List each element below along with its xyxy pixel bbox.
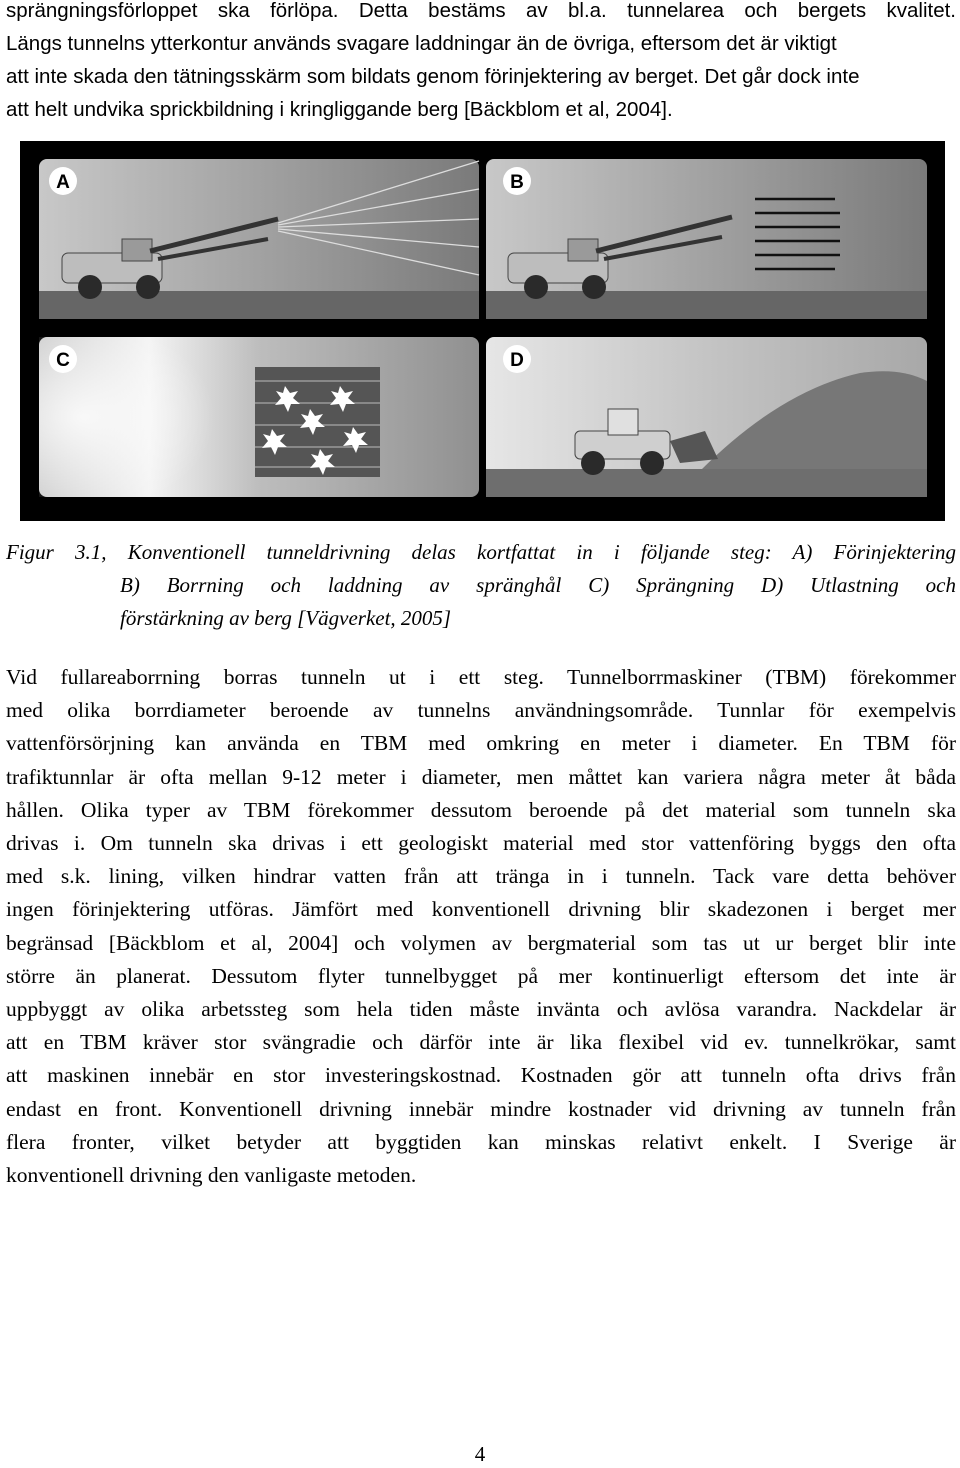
caption-line-3: förstärkning av berg [Vägverket, 2005]: [120, 606, 452, 630]
body-paragraph: [6, 661, 956, 1192]
top-line-1: sprängningsförloppet ska förlöpa. Detta bestäms av bl.a. tunnelarea och bergets kvalitet.: [6, 0, 956, 22]
panel-a: [39, 159, 479, 319]
caption-line-2: B) Borrning och laddning av spränghål C) Sprängning D) Utlastning och: [120, 573, 956, 597]
top-line-2: Längs tunnelns ytterkontur används svagare laddningar än de övriga, eftersom det är viktigt: [6, 32, 837, 55]
body-line: begränsad [Bäckblom et al, 2004] och volymen av bergmaterial som tas ut ur berget blir inte: [6, 930, 956, 955]
panel-b-label: B: [510, 172, 524, 193]
body-line: drivas i. Om tunneln ska drivas i ett geologiskt material med stor vattenföring byggs den ofta: [6, 831, 956, 856]
body-line: konventionell drivning den vanligaste metoden.: [6, 1163, 417, 1188]
body-line: endast en front. Konventionell drivning innebär mindre kostnader vid drivning av tunneln från: [6, 1096, 956, 1121]
body-line: ingen förinjektering utföras. Jämfört med konventionell drivning blir skadezonen i berget mer: [6, 897, 956, 922]
panel-c: [39, 337, 479, 497]
body-line: med olika borrdiameter beroende av tunnelns användningsområde. Tunnlar för exempelvis: [6, 698, 956, 723]
tunnel-figure: [20, 141, 945, 521]
panel-c-label: C: [56, 350, 70, 371]
body-line: Vid fullareaborrning borras tunneln ut i ett steg. Tunnelborrmaskiner (TBM) förekommer: [6, 665, 956, 689]
page-number: 4: [474, 1442, 486, 1466]
panel-b: [486, 159, 927, 319]
body-line: flera fronter, vilket betyder att byggtiden kan minskas relativt enkelt. I Sverige är: [6, 1129, 956, 1154]
body-line: att en TBM kräver stor svängradie och därför inte är lika flexibel vid ev. tunnelkrökar, samt: [6, 1030, 956, 1055]
body-line: större än planerat. Dessutom flyter tunnelbygget på mer kontinuerligt eftersom det inte är: [6, 963, 956, 988]
body-line: uppbyggt av olika arbetssteg som hela tiden måste invänta och avlösa varandra. Nackdelar är: [6, 997, 956, 1022]
panel-a-label: A: [56, 172, 70, 193]
top-line-3: att inte skada den tätningsskärm som bildats genom förinjektering av berget. Det går dock inte: [6, 65, 860, 88]
body-line: att maskinen innebär en stor investeringskostnad. Kostnaden gör att tunneln ofta drivs från: [6, 1063, 956, 1088]
body-line: vattenförsörjning kan använda en TBM med omkring en meter i diameter. En TBM för: [6, 731, 956, 756]
figure-caption: [6, 536, 956, 635]
body-line: med s.k. lining, vilken hindrar vatten från att tränga in i tunneln. Tack vare detta behöver: [6, 864, 956, 889]
top-line-4: att helt undvika sprickbildning i kringliggande berg [Bäckblom et al, 2004].: [6, 98, 673, 121]
body-line: trafiktunnlar är ofta mellan 9-12 meter i diameter, men måttet kan variera några meter åt båda: [6, 764, 956, 789]
caption-line-1: Figur 3.1, Konventionell tunneldrivning delas kortfattat in i följande steg: A) Förinjektering: [6, 540, 956, 564]
body-line: hållen. Olika typer av TBM förekommer dessutom beroende på det material som tunneln ska: [6, 797, 956, 822]
panel-d-label: D: [510, 350, 524, 371]
top-paragraph: [6, 0, 956, 126]
panel-d: [486, 337, 927, 497]
